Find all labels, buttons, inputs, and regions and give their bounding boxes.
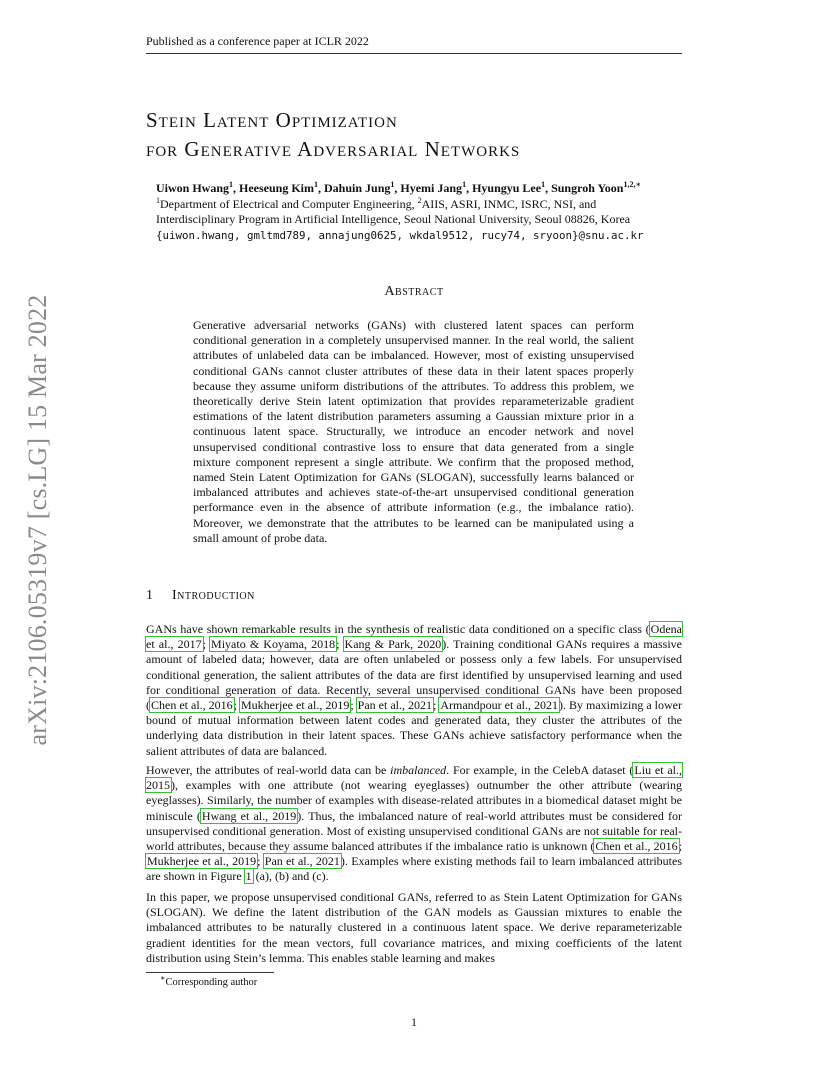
running-header: Published as a conference paper at ICLR 2022 bbox=[146, 34, 682, 54]
author-name: Hyemi Jang bbox=[400, 181, 463, 195]
author-name: Sungroh Yoon bbox=[551, 181, 624, 195]
paragraph-text: ; bbox=[678, 839, 683, 854]
citation-link[interactable]: Armandpour et al., 2021 bbox=[440, 698, 558, 713]
paragraph-text: ; bbox=[202, 637, 211, 652]
section-number: 1 bbox=[146, 588, 154, 603]
paragraph-text: However, the attributes of real-world data can be bbox=[146, 763, 391, 777]
author-affiliation-marker: 1 bbox=[541, 180, 546, 189]
paragraph-text: ). Thus, the imbalanced nature of real-world attributes must be considered for unsupervised conditional generation. Most of existing unsupervised conditional GANs are not suitable for real-world attributes, because they assume balanced attributes if the imbalance ratio is unknown ( bbox=[146, 808, 682, 854]
paragraph-text: ; bbox=[233, 698, 241, 713]
citation-link[interactable]: Pan et al., 2021 bbox=[357, 698, 432, 713]
citation-link[interactable]: Kang & Park, 2020 bbox=[344, 637, 442, 652]
paragraph-text: ), examples with one attribute (not wearing eyeglasses) outnumber the other attribute (wearing eyeglasses). Similarly, the number of examples with disease-related attributes in a biomedical dataset might be miniscule ( bbox=[146, 778, 682, 823]
arxiv-identifier: arXiv:2106.05319v7 [cs.LG] 15 Mar 2022 bbox=[23, 294, 52, 746]
abstract-text: Generative adversarial networks (GANs) with clustered latent spaces can perform conditional generation in a completely unsupervised manner. In the real world, the salient attributes of unlabeled data can be imbalanced. However, most of existing unsupervised conditional GANs cannot cluster attributes of these data in their latent spaces properly because they assume uniform distributions of the attributes. To address this problem, we theoretically derive Stein latent optimization that provides reparameterizable gradient estimations of the latent distribution parameters assuming a Gaussian mixture prior in a continuous latent space. Structurally, we introduce an encoder network and novel unsupervised conditional contrastive loss to ensure that data generated from a single mixture component represent a single attribute. We confirm that the proposed method, named Stein Latent Optimization for GANs (SLOGAN), successfully learns balanced or imbalanced attributes and achieves state-of-the-art unsupervised conditional generation performance even in the absence of attribute information (e.g., the imbalance ratio). Moreover, we demonstrate that the attributes to be learned can be manipulated using a small amount of probe data. bbox=[193, 318, 634, 545]
author-affiliation-marker: 1 bbox=[229, 180, 234, 189]
intro-paragraph-1 bbox=[146, 622, 682, 759]
paragraph-text: ; bbox=[257, 854, 264, 869]
paragraph-text: ). By maximizing a lower bound of mutual information between latent codes and generated data, they cluster the attributes of the underlying data distribution in their latent spaces. These GANs achieve satisfactory performance when the salient attributes of data are balanced. bbox=[146, 698, 682, 758]
citation-link[interactable]: Odena et al., 2017 bbox=[146, 622, 682, 652]
citation-link[interactable]: Mukherjee et al., 2019 bbox=[241, 698, 350, 713]
author-name: Dahuin Jung bbox=[324, 181, 391, 195]
author-emails[interactable]: {uiwon.hwang, gmltmd789, annajung0625, wkdal9512, rucy74, sryoon}@snu.ac.kr bbox=[156, 228, 644, 242]
paragraph-text: GANs have shown remarkable results in the synthesis of realistic data conditioned on a specific class ( bbox=[146, 622, 650, 636]
citation-link[interactable]: 1 bbox=[245, 869, 252, 884]
intro-paragraph-2 bbox=[146, 763, 682, 885]
author-affiliation-marker: 1,2,∗ bbox=[623, 180, 641, 189]
section-heading bbox=[146, 588, 682, 604]
citation-link[interactable]: Chen et al., 2016 bbox=[595, 839, 678, 854]
paragraph-text: ). Examples where existing methods fail to learn imbalanced attributes are shown in Figure bbox=[146, 854, 682, 884]
citation-link[interactable]: Miyato & Koyama, 2018 bbox=[211, 637, 336, 652]
author-name: Heeseung Kim bbox=[239, 181, 315, 195]
affiliation-line-2: Interdisciplinary Program in Artificial Intelligence, Seoul National University, Seoul 08826, Korea bbox=[156, 212, 631, 226]
paper-title bbox=[146, 106, 686, 164]
emphasis-text: imbalanced bbox=[390, 763, 447, 777]
author-affiliation-marker: 1 bbox=[314, 180, 319, 189]
section-title: Introduction bbox=[172, 588, 255, 603]
paragraph-text: ; bbox=[336, 637, 344, 652]
affiliation-1-marker: 1 bbox=[156, 195, 160, 205]
citation-link[interactable]: Hwang et al., 2019 bbox=[201, 808, 297, 823]
paragraph-text: (a), (b) and (c). bbox=[252, 869, 329, 884]
author-name: Hyungyu Lee bbox=[472, 181, 542, 195]
intro-paragraph-3 bbox=[146, 890, 682, 966]
footnote bbox=[160, 973, 258, 988]
citation-link[interactable]: Liu et al., 2015 bbox=[146, 763, 682, 793]
title-line-1: Stein Latent Optimization bbox=[146, 108, 398, 132]
paragraph-text: In this paper, we propose unsupervised conditional GANs, referred to as Stein Latent Optimization for GANs (SLOGAN). We define the latent distribution of the GAN models as Gaussian mixtures to enable the imbalanced attributes to be naturally clustered in a continuous latent space. We derive reparameterizable gradient identities for the mean vectors, full covariance matrices, and mixing coefficients of the latent distribution using Stein’s lemma. This enables stable learning and makes bbox=[146, 890, 682, 965]
arxiv-sidebar bbox=[22, 270, 54, 770]
footnote-marker: ∗ bbox=[160, 973, 166, 983]
title-line-2: for Generative Adversarial Networks bbox=[146, 137, 521, 161]
citation-link[interactable]: Pan et al., 2021 bbox=[264, 854, 340, 869]
author-names: Uiwon Hwang$^1$, Heeseung Kim$^1$, Dahuin Jung$^1$, Hyemi Jang$^1$, Hyungyu Lee$^1$, Sungroh Yoon$^{1,2,∗}$ bbox=[156, 180, 641, 195]
affiliation-1: Department of Electrical and Computer Engineering, bbox=[160, 196, 418, 211]
citation-link[interactable]: Chen et al., 2016 bbox=[151, 698, 233, 713]
affiliation-line-1 bbox=[156, 197, 696, 213]
author-affiliation-marker: 1 bbox=[462, 180, 467, 189]
paragraph-text: . For example, in the CelebA dataset ( bbox=[446, 763, 634, 777]
paragraph-text: ). Training conditional GANs requires a massive amount of labeled data; however, data are often unlabeled or possess only a few labels. For unsupervised conditional generation, the salient attributes of the data are first identified by unsupervised learning and used for conditional generation of data. Recently, several unsupervised conditional GANs have been proposed ( bbox=[146, 637, 682, 713]
paragraph-text: ; bbox=[433, 698, 440, 713]
author-affiliation-marker: 1 bbox=[390, 180, 395, 189]
affiliation-2-marker: 2 bbox=[417, 195, 422, 205]
citation-link[interactable]: Mukherjee et al., 2019 bbox=[147, 854, 257, 869]
affiliation-2: AIIS, ASRI, INMC, ISRC, NSI, and bbox=[421, 196, 597, 211]
abstract-heading: Abstract bbox=[384, 284, 444, 299]
footnote-text: Corresponding author bbox=[165, 977, 258, 988]
paragraph-text: ; bbox=[350, 698, 357, 713]
page-number: 1 bbox=[411, 1015, 417, 1029]
author-name: Uiwon Hwang bbox=[156, 181, 230, 195]
author-block bbox=[156, 181, 696, 243]
